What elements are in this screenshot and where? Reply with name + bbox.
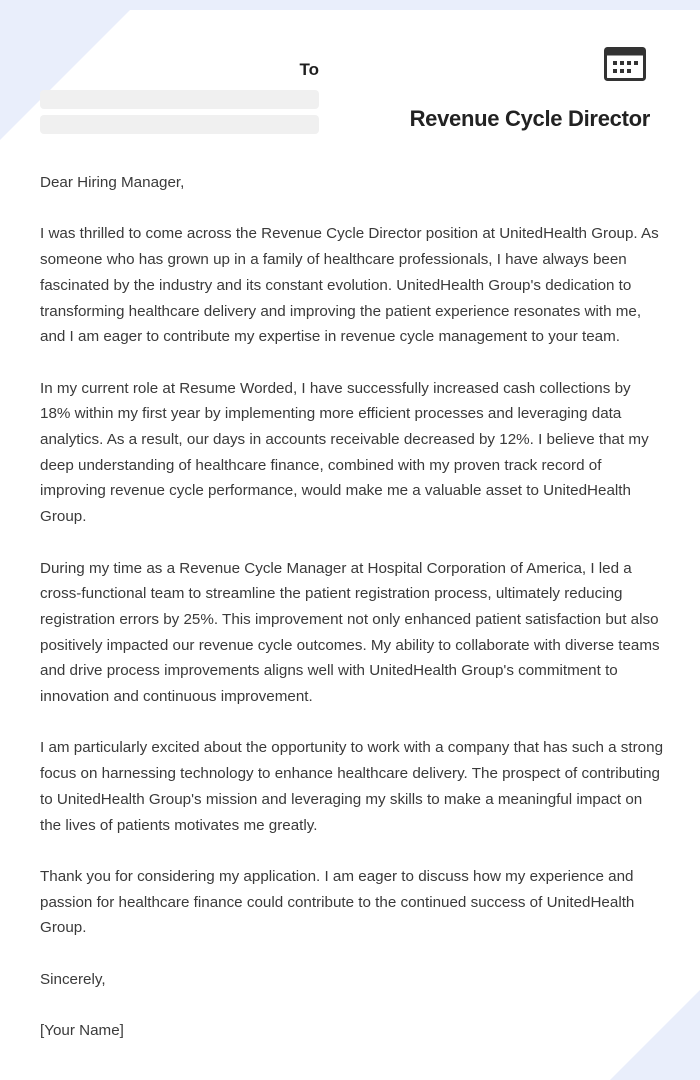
to-label: To <box>299 60 319 79</box>
job-title: Revenue Cycle Director <box>409 106 650 131</box>
paragraph-current-role: In my current role at Resume Worded, I have successfully increased cash collections by 18% within my first year by implementing more efficient processes and leveraging data analytics. As a result, our days in accounts receivable decreased by 12%. I believe that my deep understanding of healthcare finance, combined with my proven track record of improving revenue cycle performance, would make me a valuable asset to UnitedHealth Group. <box>40 379 649 526</box>
paragraph-motivation: I am particularly excited about the opportunity to work with a company that has such a strong focus on harnessing technology to enhance healthcare delivery. The prospect of contributing to UnitedHealth Group's mission and leveraging my skills to make a meaningful impact on the lives of patients motivates me greatly. <box>40 739 664 834</box>
recipient-placeholder-line <box>40 90 319 109</box>
calculator-icon <box>604 47 646 81</box>
paragraph-previous-role: During my time as a Revenue Cycle Manager at Hospital Corporation of America, I led a cross-functional team to streamline the patient registration process, ultimately reducing registration errors by 25%. This improvement not only enhanced patient satisfaction but also positively impacted our revenue cycle outcomes. My ability to collaborate with diverse teams and drive process improvements aligns well with UnitedHealth Group's commitment to innovation and continuous improvement. <box>40 559 660 706</box>
signature: [Your Name] <box>40 1022 124 1040</box>
paragraph-intro: I was thrilled to come across the Revenue Cycle Director position at UnitedHealth Group. As someone who has grown up in a family of healthcare professionals, I have always been fascinated by the industry and its constant evolution. UnitedHealth Group's dedication to transforming healthcare delivery and improving the patient experience resonates with me, and I am eager to contribute my expertise in revenue cycle management to your team. <box>40 225 659 346</box>
recipient-placeholder-line <box>40 115 319 134</box>
letter-body <box>40 170 665 1069</box>
salutation: Dear Hiring Manager, <box>40 174 185 191</box>
closing: Sincerely, <box>40 970 106 988</box>
paragraph-thanks: Thank you for considering my application. I am eager to discuss how my experience and passion for healthcare finance could contribute to the continued success of UnitedHealth Group. <box>40 867 635 937</box>
